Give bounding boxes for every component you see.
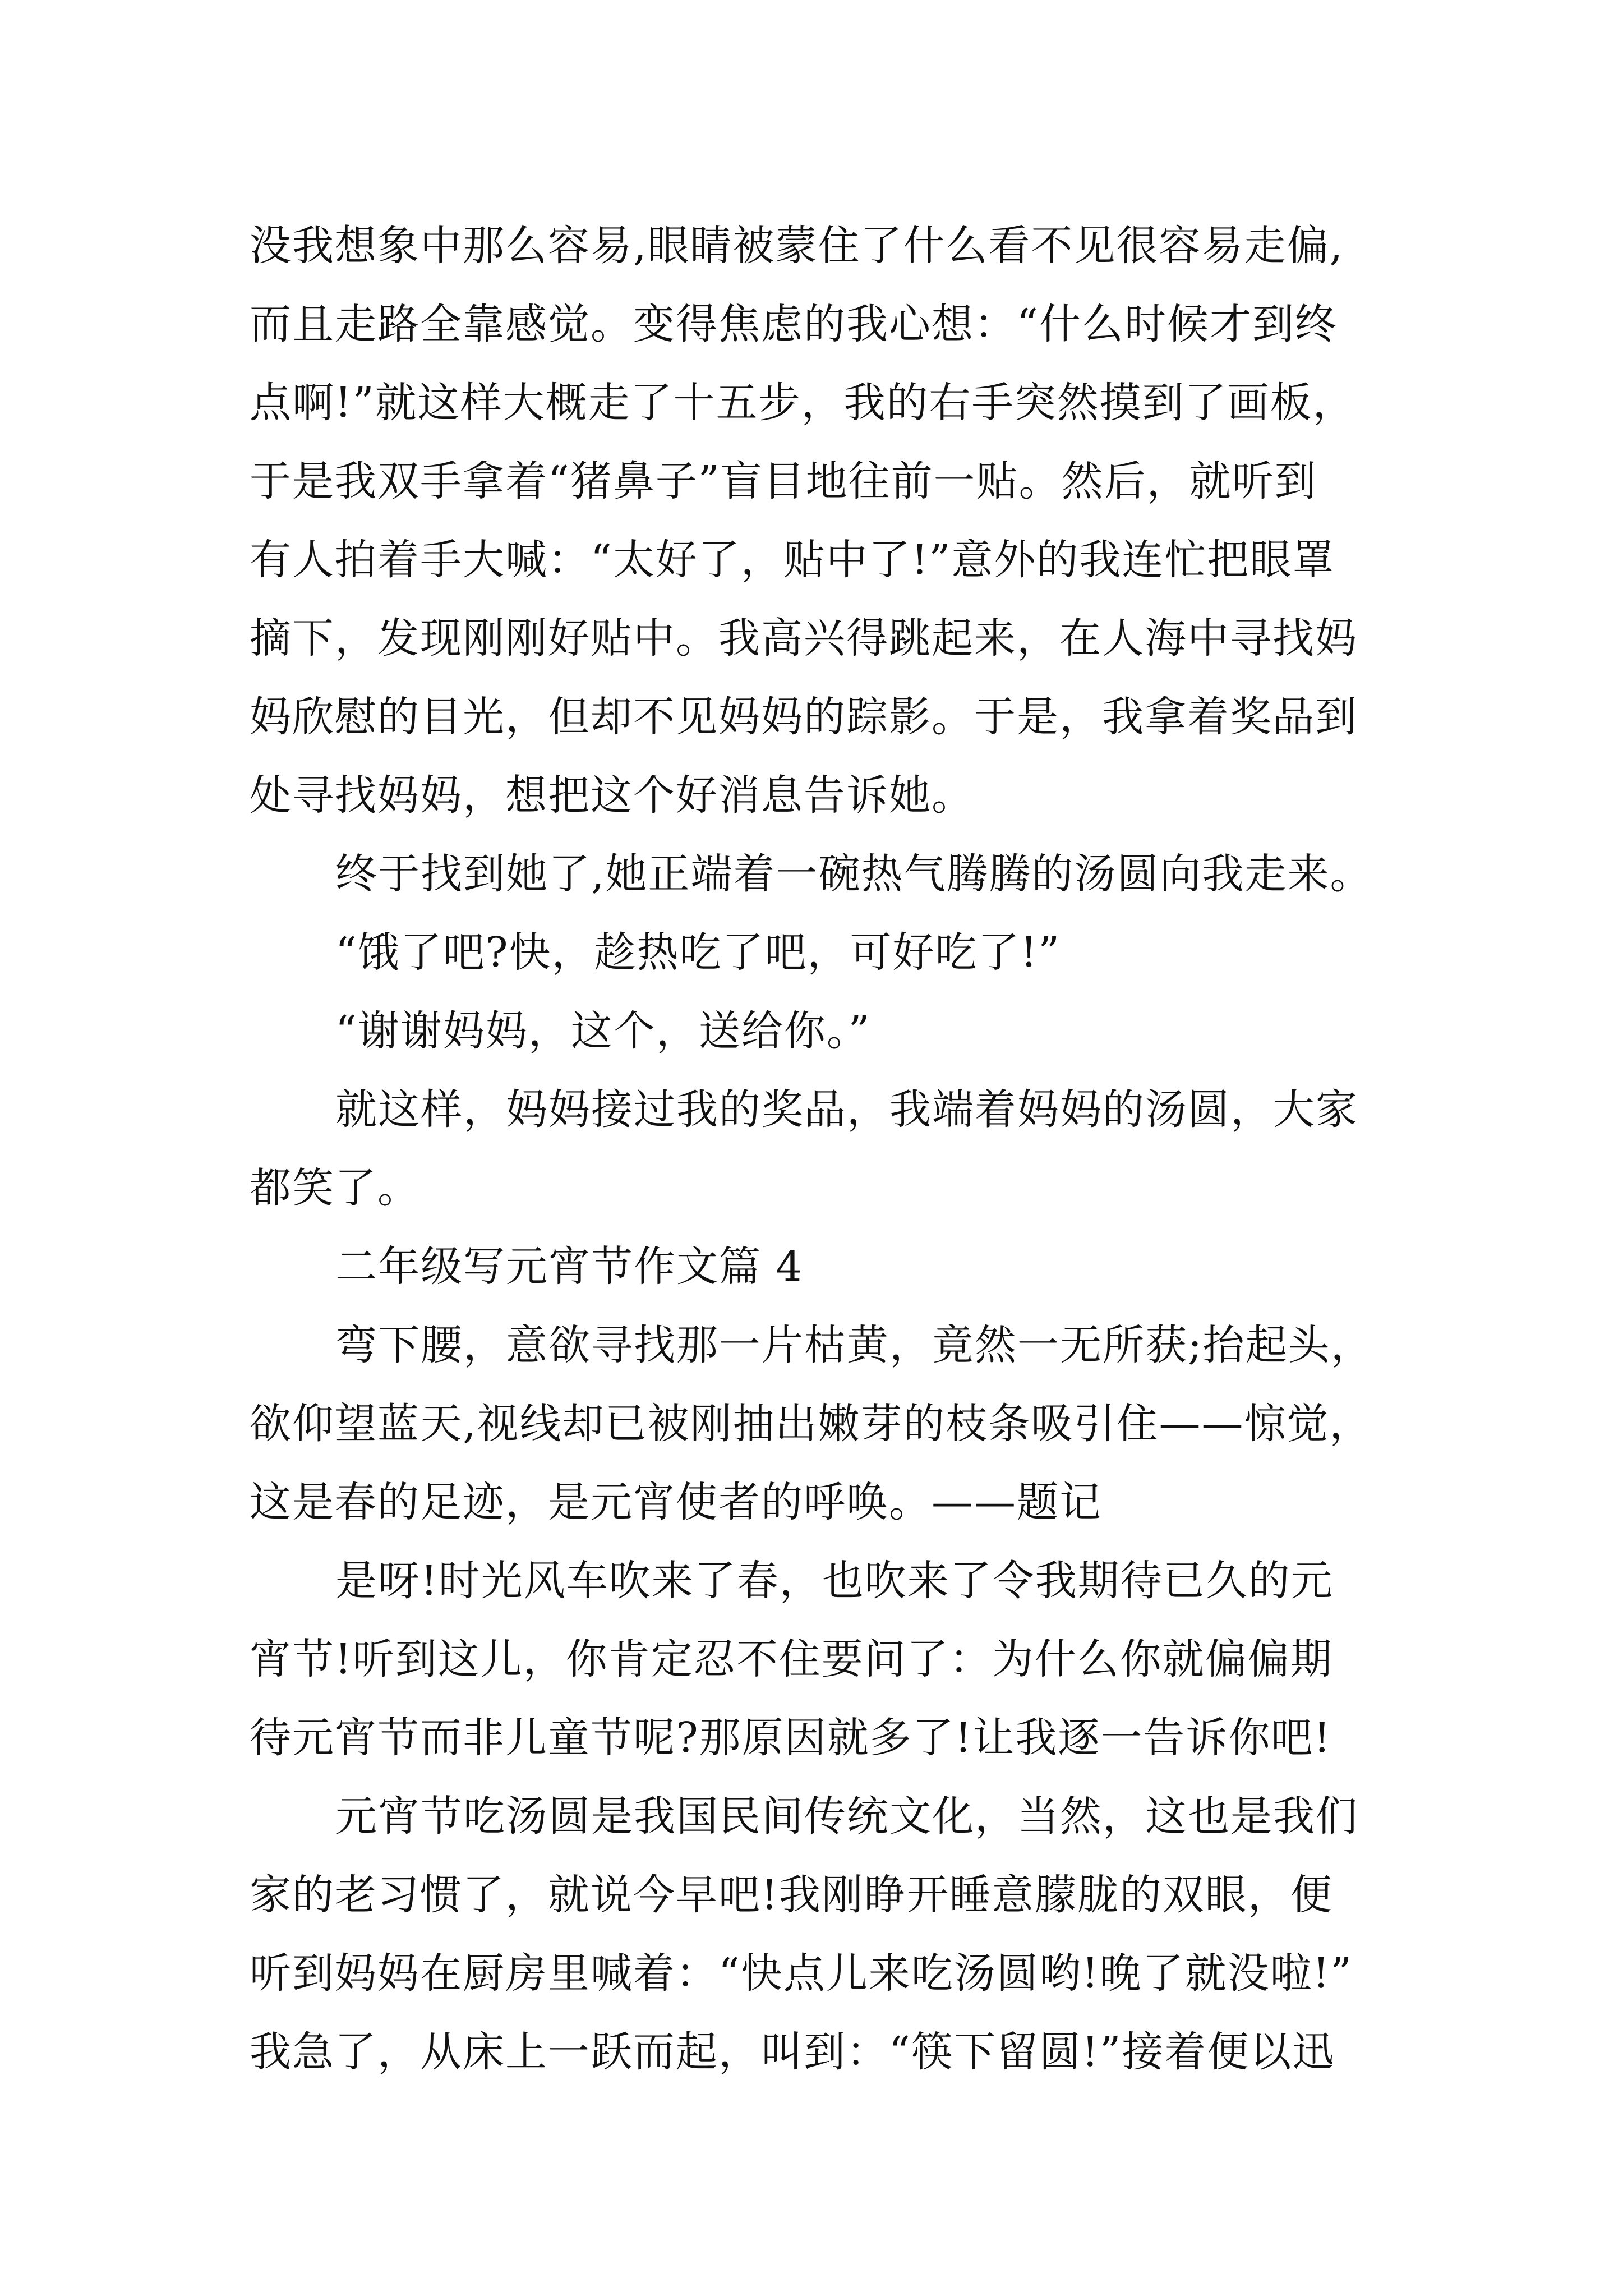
text-line: 有人拍着手大喊：“太好了，贴中了!”意外的我连忙把眼罩 <box>250 536 1335 584</box>
text-line: 妈欣慰的目光，但却不见妈妈的踪影。于是，我拿着奖品到 <box>250 693 1358 741</box>
text-line: 于是我双手拿着“猪鼻子”盲目地往前一贴。然后，就听到 <box>250 457 1317 505</box>
text-line: 就这样，妈妈接过我的奖品，我端着妈妈的汤圆，大家 <box>335 1085 1358 1134</box>
text-line: 我急了，从床上一跃而起，叫到：“筷下留圆!”接着便以迅 <box>250 2028 1335 2076</box>
text-line: 这是春的足迹，是元宵使者的呼唤。——题记 <box>250 1478 1102 1526</box>
text-line: 弯下腰，意欲寻找那一片枯黄，竟然一无所获;抬起头， <box>335 1321 1373 1369</box>
text-line: 宵节!听到这儿，你肯定忍不住要问了：为什么你就偏偏期 <box>250 1635 1333 1683</box>
text-line: 欲仰望蓝天,视线却已被刚抽出嫩芽的枝条吸引住——惊觉， <box>250 1400 1372 1448</box>
text-line: 而且走路全靠感觉。变得焦虑的我心想：“什么时候才到终 <box>250 300 1338 348</box>
text-line: 元宵节吃汤圆是我国民间传统文化，当然，这也是我们 <box>335 1792 1358 1841</box>
text-line: 摘下，发现刚刚好贴中。我高兴得跳起来，在人海中寻找妈 <box>250 614 1358 662</box>
text-line: 终于找到她了,她正端着一碗热气腾腾的汤圆向我走来。 <box>335 850 1373 898</box>
text-line: “谢谢妈妈，这个，送给你。” <box>335 1007 871 1055</box>
text-line: 家的老习惯了，就说今早吧!我刚睁开睡意朦胧的双眼，便 <box>250 1871 1333 1919</box>
text-line: 待元宵节而非儿童节呢?那原因就多了!让我逐一告诉你吧! <box>250 1714 1332 1762</box>
text-line: 点啊!”就这样大概走了十五步，我的右手突然摸到了画板， <box>250 379 1355 427</box>
text-line: 都笑了。 <box>250 1164 420 1212</box>
text-line: 听到妈妈在厨房里喊着：“快点儿来吃汤圆哟!晚了就没啦!” <box>250 1949 1353 1998</box>
text-line: 是呀!时光风车吹来了春，也吹来了令我期待已久的元 <box>335 1557 1334 1605</box>
section-heading: 二年级写元宵节作文篇 4 <box>335 1243 804 1291</box>
text-line: 没我想象中那么容易,眼睛被蒙住了什么看不见很容易走偏, <box>250 222 1344 270</box>
text-line: 处寻找妈妈，想把这个好消息告诉她。 <box>250 771 974 820</box>
text-line: “饿了吧?快，趁热吃了吧，可好吃了!” <box>335 928 1061 977</box>
